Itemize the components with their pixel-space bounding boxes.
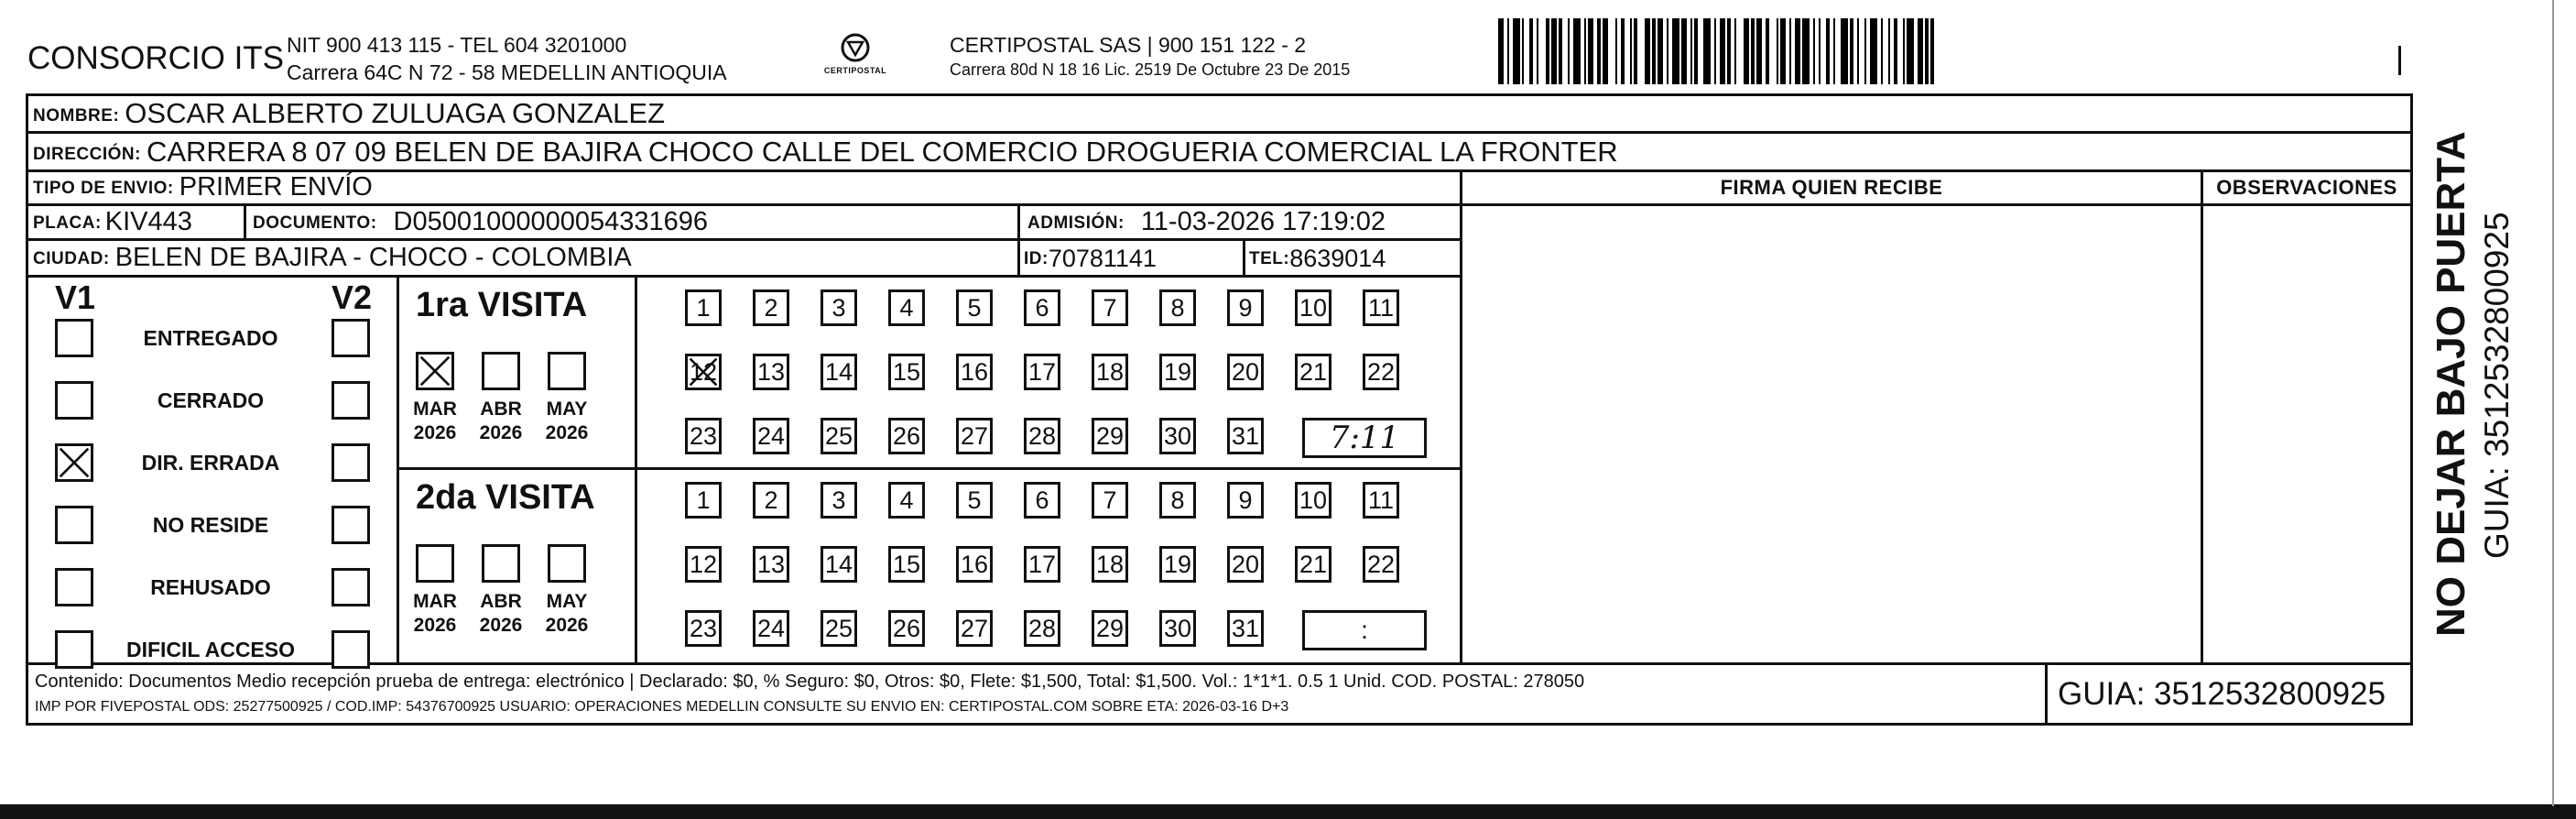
day-box[interactable] [1024, 354, 1060, 390]
month-name: MAR [413, 399, 457, 420]
day-number: 11 [1367, 486, 1395, 514]
day-number: 29 [1095, 614, 1125, 642]
month-checkbox[interactable] [416, 352, 454, 390]
day-box[interactable] [685, 482, 722, 519]
day-box[interactable] [753, 354, 789, 390]
day-number: 18 [1095, 357, 1125, 386]
day-number: 7 [1103, 293, 1117, 322]
day-number: 28 [1027, 421, 1057, 450]
day-box[interactable] [685, 354, 722, 390]
day-number: 10 [1299, 293, 1328, 322]
day-number: 26 [892, 614, 921, 642]
day-box[interactable] [1092, 482, 1128, 519]
day-box[interactable] [1159, 482, 1196, 519]
status-label: NO RESIDE [152, 513, 269, 537]
tel-label: TEL: [1249, 249, 1290, 268]
day-box[interactable] [1295, 546, 1331, 583]
placa-label: PLACA: [33, 213, 102, 233]
day-box[interactable] [888, 546, 925, 583]
day-number: 29 [1095, 421, 1125, 450]
day-box[interactable] [1092, 546, 1128, 583]
carrier-address: Carrera 80d N 18 16 Lic. 2519 De Octubre 23 De 2015 [950, 60, 1351, 79]
day-box[interactable] [1363, 354, 1399, 390]
day-number: 8 [1170, 486, 1185, 514]
row-line [397, 467, 1462, 470]
carrier-name: CERTIPOSTAL SAS | 900 151 122 - 2 [950, 33, 1307, 57]
day-box[interactable] [1295, 482, 1331, 519]
status-label: ENTREGADO [143, 326, 278, 350]
day-box[interactable] [1227, 610, 1264, 647]
day-number: 23 [689, 421, 718, 450]
col-line [244, 203, 246, 240]
month-name: ABR [480, 591, 522, 612]
placa-cell [33, 205, 242, 237]
month-year: 2026 [479, 422, 523, 443]
time-box[interactable] [1302, 610, 1427, 650]
time-value: 7:11 [1329, 420, 1400, 456]
v1-checkbox[interactable] [55, 319, 93, 357]
day-box[interactable] [1024, 418, 1060, 454]
day-box[interactable] [1024, 482, 1060, 519]
month-year: 2026 [413, 615, 457, 636]
day-box[interactable] [685, 610, 722, 647]
day-box[interactable] [888, 418, 925, 454]
firma-header: FIRMA QUIEN RECIBE [1720, 176, 1943, 199]
day-number: 26 [892, 421, 921, 450]
day-number: 24 [756, 614, 786, 642]
day-number: 20 [1231, 550, 1260, 578]
day-box[interactable] [685, 546, 722, 583]
x-mark-icon [688, 356, 719, 388]
day-box[interactable] [1227, 482, 1264, 519]
ciudad-cell [33, 240, 1013, 273]
day-number: 21 [1299, 550, 1328, 578]
day-box[interactable] [1092, 354, 1128, 390]
carrier-logo [813, 31, 897, 82]
day-box[interactable] [888, 610, 925, 647]
month-checkbox[interactable] [482, 352, 520, 390]
day-number: 19 [1163, 357, 1192, 386]
col-line [2045, 662, 2048, 726]
day-box[interactable] [1295, 289, 1331, 326]
month-checkbox[interactable] [416, 544, 454, 583]
documento-label: DOCUMENTO: [253, 213, 377, 233]
month-name: MAR [413, 591, 457, 612]
col-line [1017, 203, 1020, 277]
day-number: 3 [831, 486, 846, 514]
v1-checkbox[interactable] [55, 630, 93, 669]
status-label: DIR. ERRADA [141, 451, 280, 475]
day-number: 6 [1035, 486, 1049, 514]
day-box[interactable] [821, 289, 857, 326]
day-number: 22 [1366, 357, 1396, 386]
day-box[interactable] [821, 354, 857, 390]
documento-cell [253, 205, 1013, 237]
day-box[interactable] [1159, 354, 1196, 390]
id-cell [1024, 240, 1240, 273]
day-box[interactable] [956, 610, 993, 647]
tipo-label: TIPO DE ENVIO: [33, 179, 174, 198]
day-number: 31 [1231, 421, 1260, 450]
row-line [26, 275, 1462, 278]
day-box[interactable] [1363, 289, 1399, 326]
day-box[interactable] [1227, 546, 1264, 583]
col-line [635, 275, 637, 664]
col-line [397, 275, 399, 664]
day-box[interactable] [888, 482, 925, 519]
day-box[interactable] [888, 354, 925, 390]
month-year: 2026 [545, 422, 589, 443]
direccion-label: DIRECCIÓN: [33, 145, 141, 164]
visit-title: 1ra VISITA [416, 286, 588, 324]
month-label [403, 590, 467, 638]
v1-checkbox[interactable] [55, 506, 93, 544]
day-box[interactable] [753, 610, 789, 647]
direccion-row [33, 134, 2405, 169]
day-box[interactable] [753, 289, 789, 326]
month-label [469, 398, 533, 445]
day-box[interactable] [1092, 610, 1128, 647]
day-number: 12 [689, 357, 718, 386]
day-number: 13 [756, 550, 786, 578]
tipo-value: PRIMER ENVÍO [179, 172, 373, 202]
nombre-value: OSCAR ALBERTO ZULUAGA GONZALEZ [125, 97, 666, 129]
tipo-row [33, 170, 1452, 202]
day-number: 27 [960, 614, 989, 642]
x-mark-icon [418, 355, 451, 388]
day-number: 2 [764, 293, 778, 322]
month-name: MAY [546, 591, 588, 612]
day-box[interactable] [1159, 610, 1196, 647]
day-number: 1 [696, 486, 711, 514]
month-year: 2026 [413, 422, 457, 443]
sender-name: CONSORCIO ITS [27, 40, 285, 76]
v2-checkbox[interactable] [332, 381, 370, 420]
day-box[interactable] [956, 482, 993, 519]
day-box[interactable] [1024, 546, 1060, 583]
day-number: 1 [696, 293, 711, 322]
col-line [1460, 169, 1462, 664]
day-box[interactable] [753, 482, 789, 519]
day-box[interactable] [1363, 482, 1399, 519]
day-number: 5 [967, 486, 982, 514]
day-number: 14 [824, 550, 853, 578]
day-number: 17 [1027, 550, 1057, 578]
day-number: 6 [1035, 293, 1049, 322]
month-label [535, 590, 599, 638]
day-box[interactable] [1024, 289, 1060, 326]
day-number: 30 [1163, 421, 1192, 450]
col-line [1243, 238, 1245, 275]
day-number: 4 [899, 293, 914, 322]
day-box[interactable] [753, 418, 789, 454]
day-box[interactable] [1159, 289, 1196, 326]
day-box[interactable] [888, 289, 925, 326]
edge-line [2552, 0, 2554, 806]
day-number: 18 [1095, 550, 1125, 578]
id-value: 70781141 [1048, 245, 1157, 272]
day-number: 13 [756, 357, 786, 386]
admision-value: 11-03-2026 17:19:02 [1140, 207, 1386, 236]
day-box[interactable] [1363, 546, 1399, 583]
day-number: 20 [1231, 357, 1260, 386]
month-year: 2026 [479, 615, 523, 636]
day-box[interactable] [1092, 418, 1128, 454]
documento-value: D05001000000054331696 [393, 207, 709, 236]
visit-title: 2da VISITA [416, 478, 595, 517]
day-number: 19 [1163, 550, 1192, 578]
day-number: 30 [1163, 614, 1192, 642]
v2-checkbox[interactable] [332, 630, 370, 669]
day-number: 9 [1238, 486, 1253, 514]
row-line [26, 662, 2413, 665]
day-box[interactable] [685, 418, 722, 454]
day-box[interactable] [753, 546, 789, 583]
day-number: 16 [960, 357, 989, 386]
x-mark-icon [58, 446, 91, 479]
day-box[interactable] [956, 418, 993, 454]
direccion-value: CARRERA 8 07 09 BELEN DE BAJIRA CHOCO CALLE DEL COMERCIO DROGUERIA COMERCIAL LA FRONTER [146, 136, 1618, 168]
footer-guia: GUIA: 3512532800925 [2058, 676, 2386, 712]
day-box[interactable] [821, 610, 857, 647]
month-name: ABR [480, 399, 522, 420]
day-number: 14 [824, 357, 853, 386]
status-label: DIFICIL ACCESO [125, 638, 295, 661]
admision-label: ADMISIÓN: [1027, 213, 1125, 233]
day-box[interactable] [821, 482, 857, 519]
month-name: MAY [546, 399, 588, 420]
divider [2398, 46, 2401, 75]
observaciones-header: OBSERVACIONES [2216, 176, 2397, 199]
ciudad-value: BELEN DE BAJIRA - CHOCO - COLOMBIA [114, 243, 632, 272]
v1-header: V1 [55, 278, 96, 316]
day-number: 9 [1238, 293, 1253, 322]
side-warning: NO DEJAR BAJO PUERTA [2429, 131, 2473, 637]
month-label [469, 590, 533, 638]
carrier-logo-text: CERTIPOSTAL [823, 66, 887, 75]
month-checkbox[interactable] [548, 352, 586, 390]
day-box[interactable] [821, 418, 857, 454]
day-box[interactable] [956, 546, 993, 583]
footer-imp: IMP POR FIVEPOSTAL ODS: 25277500925 / COD.IMP: 54376700925 USUARIO: OPERACIONES MEDELLIN CONSULTE SU ENVIO EN: CERTIPOSTAL.COM SOBRE ETA: 2026-03-16 D+3 [35, 699, 1289, 715]
time-box[interactable] [1302, 418, 1427, 458]
bottom-bar [0, 804, 2576, 819]
nombre-label: NOMBRE: [33, 106, 120, 126]
month-checkbox[interactable] [548, 544, 586, 583]
day-number: 23 [689, 614, 718, 642]
day-number: 7 [1103, 486, 1117, 514]
v2-header: V2 [332, 278, 373, 316]
day-box[interactable] [956, 289, 993, 326]
day-number: 25 [824, 614, 853, 642]
day-box[interactable] [1227, 289, 1264, 326]
v1-checkbox[interactable] [55, 443, 93, 482]
barcode [1498, 18, 2231, 84]
month-label [403, 398, 467, 445]
v2-checkbox[interactable] [332, 319, 370, 357]
v2-checkbox[interactable] [332, 568, 370, 606]
day-box[interactable] [1227, 418, 1264, 454]
day-number: 15 [892, 550, 921, 578]
day-number: 3 [831, 293, 846, 322]
day-box[interactable] [1092, 289, 1128, 326]
day-box[interactable] [1024, 610, 1060, 647]
month-label [535, 398, 599, 445]
day-box[interactable] [1227, 354, 1264, 390]
day-number: 8 [1170, 293, 1185, 322]
id-label: ID: [1024, 249, 1049, 268]
v1-checkbox[interactable] [55, 381, 93, 420]
tel-cell [1249, 240, 1456, 273]
day-box[interactable] [685, 289, 722, 326]
day-number: 4 [899, 486, 914, 514]
day-number: 16 [960, 550, 989, 578]
tel-value: 8639014 [1289, 245, 1386, 272]
day-number: 5 [967, 293, 982, 322]
day-number: 22 [1366, 550, 1396, 578]
day-number: 11 [1367, 293, 1395, 322]
day-number: 21 [1299, 357, 1328, 386]
sender-nit: NIT 900 413 115 - TEL 604 3201000 [287, 33, 627, 57]
admision-cell [1027, 205, 1458, 237]
day-number: 12 [689, 550, 718, 578]
placa-value: KIV443 [104, 207, 192, 236]
day-box[interactable] [1159, 418, 1196, 454]
day-number: 24 [756, 421, 786, 450]
col-line [2201, 169, 2203, 664]
day-box[interactable] [1159, 546, 1196, 583]
month-year: 2026 [545, 615, 589, 636]
status-label: CERRADO [157, 388, 265, 412]
day-number: 10 [1299, 486, 1328, 514]
v1-checkbox[interactable] [55, 568, 93, 606]
v2-checkbox[interactable] [332, 443, 370, 482]
month-checkbox[interactable] [482, 544, 520, 583]
day-number: 25 [824, 421, 853, 450]
day-number: 2 [764, 486, 778, 514]
day-number: 15 [892, 357, 921, 386]
nombre-row [33, 95, 2405, 130]
day-number: 31 [1231, 614, 1260, 642]
side-guia: GUIA: 3512532800925 [2478, 212, 2516, 559]
sender-address: Carrera 64C N 72 - 58 MEDELLIN ANTIOQUIA [287, 60, 727, 84]
ciudad-label: CIUDAD: [33, 249, 110, 268]
day-box[interactable] [1295, 354, 1331, 390]
day-number: 17 [1027, 357, 1057, 386]
day-number: 27 [960, 421, 989, 450]
v2-checkbox[interactable] [332, 506, 370, 544]
footer-contenido: Contenido: Documentos Medio recepción prueba de entrega: electrónico | Declarado: $0, % Seguro: $0, Otros: $0, Flete: $1,500, Total: $1,500. Vol.: 1*1*1. 0.5 1 Unid. COD. POSTAL: 278050 [35, 672, 1585, 692]
day-box[interactable] [956, 354, 993, 390]
day-box[interactable] [821, 546, 857, 583]
day-number: 28 [1027, 614, 1057, 642]
time-value: : [1361, 616, 1368, 644]
status-label: REHUSADO [150, 575, 271, 599]
